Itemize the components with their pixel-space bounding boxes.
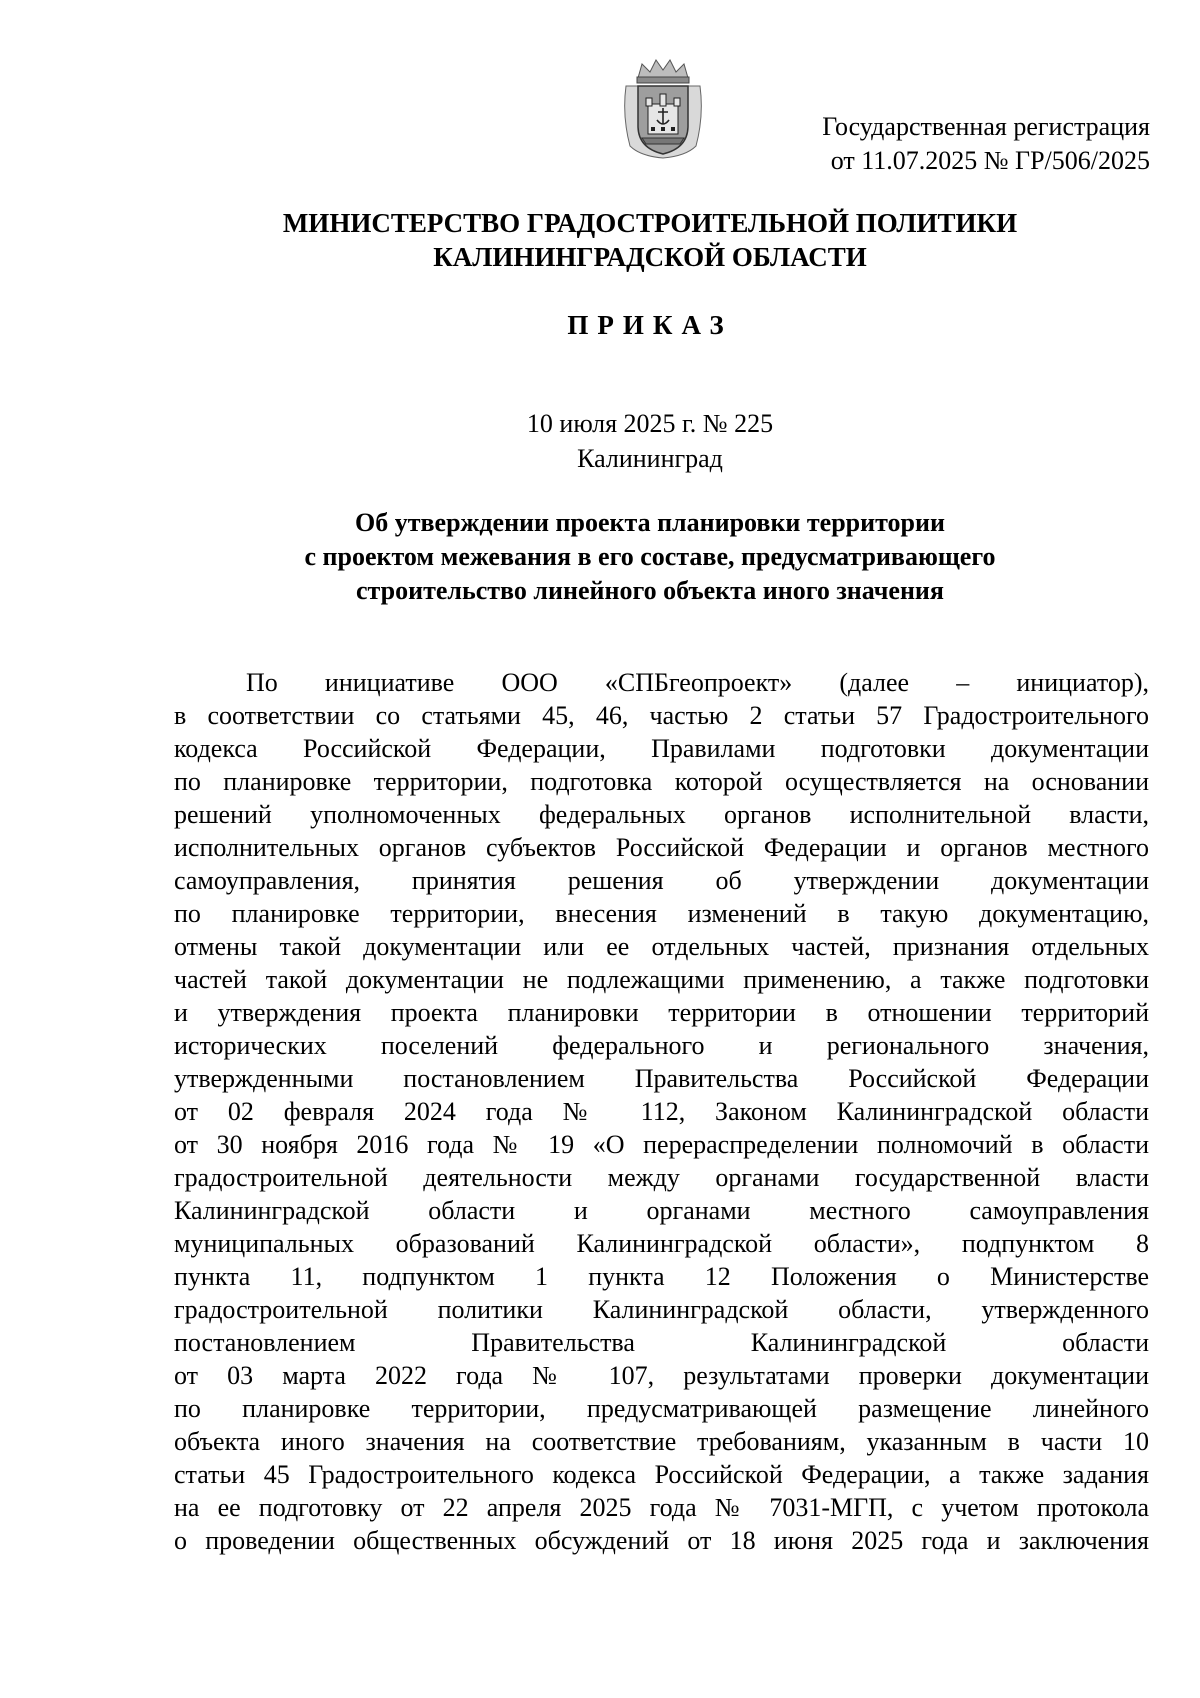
order-city: Калининград bbox=[577, 444, 723, 473]
ministry-name bbox=[150, 206, 1150, 274]
body-text-line: самоуправления, принятия решения об утверждении документации bbox=[174, 866, 1149, 895]
body-text-line: частей такой документации не подлежащими применению, а также подготовки bbox=[174, 965, 1149, 994]
body-text-line: исполнительных органов субъектов Российской Федерации и органов местного bbox=[174, 833, 1149, 862]
body-text-line: объекта иного значения на соответствие требованиям, указанным в части 10 bbox=[174, 1427, 1149, 1456]
body-text-line: Калининградской области и органами местного самоуправления bbox=[174, 1196, 1149, 1225]
body-text-line: градостроительной политики Калининградской области, утвержденного bbox=[174, 1295, 1149, 1324]
body-text-line: По инициативе ООО «СПБгеопроект» (далее – инициатор), bbox=[246, 668, 1149, 697]
order-body-text bbox=[174, 666, 1149, 1557]
body-text-line: от 30 ноября 2016 года № 19 «О перераспределении полномочий в области bbox=[174, 1130, 1149, 1159]
body-text-line: по планировке территории, внесения изменений в такую документацию, bbox=[174, 899, 1149, 928]
order-subject-line-2: с проектом межевания в его составе, предусматривающего bbox=[304, 542, 996, 571]
body-text-line: пункта 11, подпунктом 1 пункта 12 Положения о Министерстве bbox=[174, 1262, 1149, 1291]
order-date-block bbox=[150, 406, 1150, 476]
body-text-line: постановлением Правительства Калининградской области bbox=[174, 1328, 1149, 1357]
body-text-line: от 03 марта 2022 года № 107, результатами проверки документации bbox=[174, 1361, 1149, 1390]
body-text-line: от 02 февраля 2024 года № 112, Законом Калининградской области bbox=[174, 1097, 1149, 1126]
state-registration bbox=[730, 110, 1150, 178]
kaliningrad-coat-of-arms-icon bbox=[620, 56, 706, 160]
ministry-line-2: КАЛИНИНГРАДСКОЙ ОБЛАСТИ bbox=[433, 242, 867, 272]
body-text-line: о проведении общественных обсуждений от 18 июня 2025 года и заключения bbox=[174, 1526, 1149, 1555]
order-subject-line-3: строительство линейного объекта иного значения bbox=[356, 576, 944, 605]
body-text-line: статьи 45 Градостроительного кодекса Российской Федерации, а также задания bbox=[174, 1460, 1149, 1489]
coat-of-arms-emblem bbox=[620, 56, 706, 160]
body-text-line: отмены такой документации или ее отдельных частей, признания отдельных bbox=[174, 932, 1149, 961]
body-text-line: и утверждения проекта планировки территории в отношении территорий bbox=[174, 998, 1149, 1027]
registration-line-2: от 11.07.2025 № ГР/506/2025 bbox=[830, 146, 1150, 175]
body-text-line: по планировке территории, предусматривающей размещение линейного bbox=[174, 1394, 1149, 1423]
body-text-line: кодекса Российской Федерации, Правилами подготовки документации bbox=[174, 734, 1149, 763]
body-text-line: утвержденными постановлением Правительства Российской Федерации bbox=[174, 1064, 1149, 1093]
order-date-number: 10 июля 2025 г. № 225 bbox=[526, 409, 774, 438]
registration-line-1: Государственная регистрация bbox=[822, 112, 1150, 141]
body-text-line: решений уполномоченных федеральных органов исполнительной власти, bbox=[174, 800, 1149, 829]
body-text-line: градостроительной деятельности между органами государственной власти bbox=[174, 1163, 1149, 1192]
body-text-line: в соответствии со статьями 45, 46, частью 2 статьи 57 Градостроительного bbox=[174, 701, 1149, 730]
ministry-line-1: МИНИСТЕРСТВО ГРАДОСТРОИТЕЛЬНОЙ ПОЛИТИКИ bbox=[282, 208, 1018, 238]
body-text-line: по планировке территории, подготовка которой осуществляется на основании bbox=[174, 767, 1149, 796]
order-subject-line-1: Об утверждении проекта планировки территории bbox=[355, 508, 945, 537]
body-text-line: на ее подготовку от 22 апреля 2025 года № 7031-МГП, с учетом протокола bbox=[174, 1493, 1149, 1522]
body-text-line: муниципальных образований Калининградской области», подпунктом 8 bbox=[174, 1229, 1149, 1258]
body-text-line: исторических поселений федерального и регионального значения, bbox=[174, 1031, 1149, 1060]
order-title: ПРИКАЗ bbox=[567, 310, 733, 340]
order-subject bbox=[150, 506, 1150, 608]
